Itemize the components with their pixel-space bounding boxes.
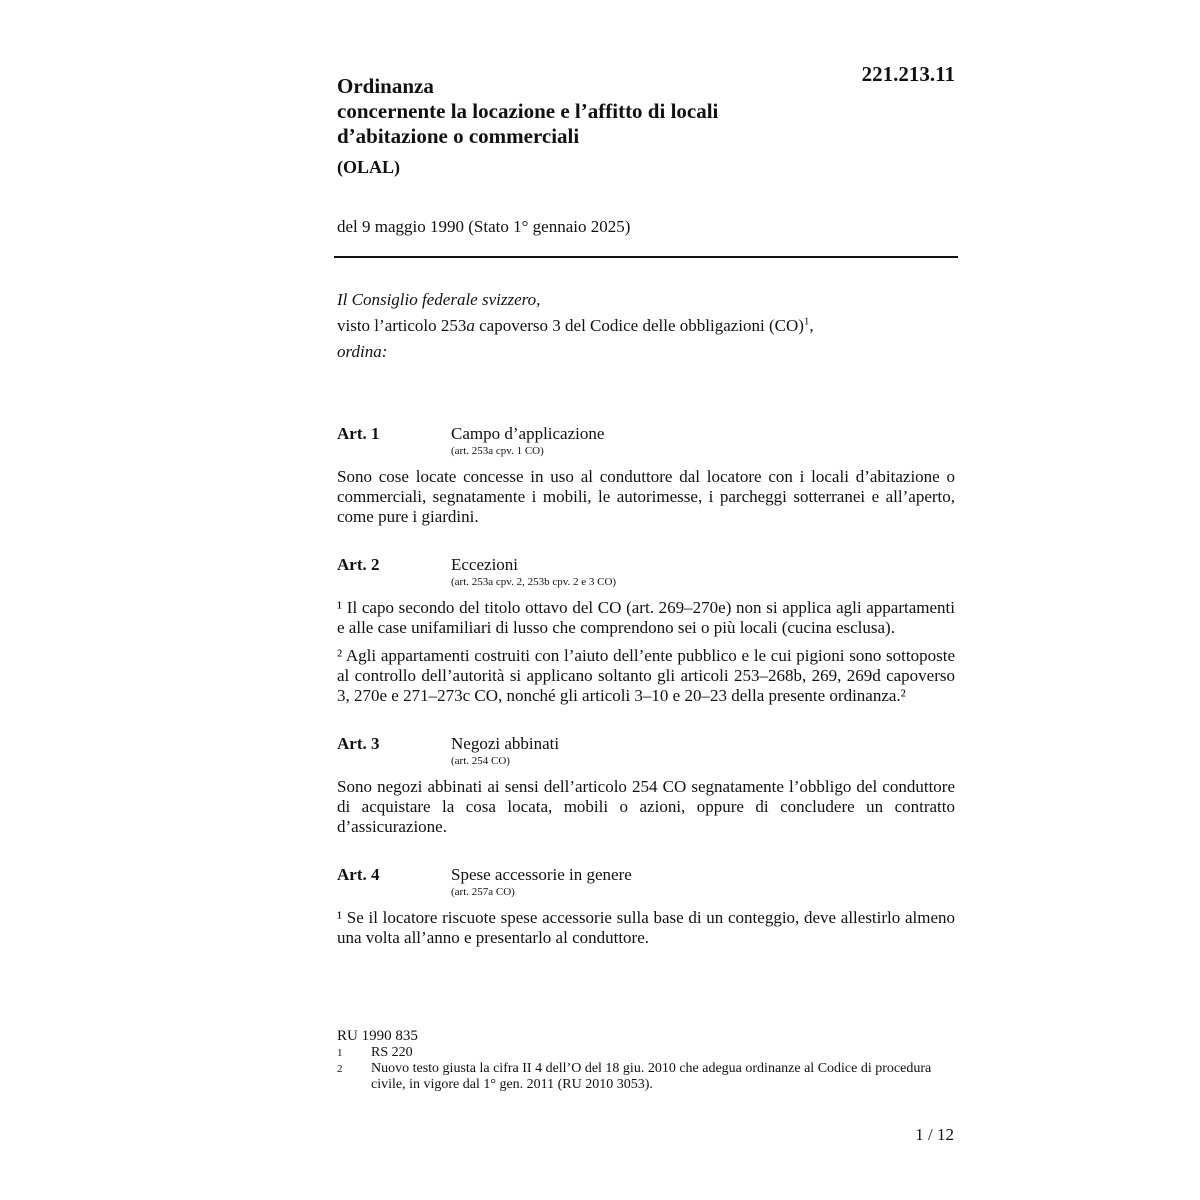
preamble [337,287,955,365]
article-title: Spese accessorie in genere [451,865,632,884]
footnote [337,1045,955,1061]
title-abbreviation: (OLAL) [337,157,400,177]
footnote-text: RS 220 [371,1045,413,1060]
ru-reference: RU 1990 835 [337,1028,418,1044]
footnote-number: 2 [337,1063,343,1075]
footnote [337,1061,955,1093]
article-paragraph: ¹ Se il locatore riscuote spese accessorie sulla base di un conteggio, deve allestirlo almeno una volta all’anno e presentarlo al conduttore. [337,908,955,947]
article [337,555,955,706]
page-number: 1 / 12 [915,1125,954,1144]
preamble-authority: Il Consiglio federale svizzero, [337,290,541,309]
article [337,424,955,527]
article-reference: (art. 254 CO) [451,755,510,767]
document-title [337,74,955,180]
article-reference: (art. 253a cpv. 2, 253b cpv. 2 e 3 CO) [451,576,617,588]
footnote-ref[interactable]: 1 [803,315,810,328]
preamble-visto [337,313,955,339]
preamble-text: , [809,316,814,335]
article-reference: (art. 257a CO) [451,886,515,898]
article-paragraph: ¹ Il capo secondo del titolo ottavo del CO (art. 269–270e) non si applica agli appartamenti e alle case unifamiliari di lusso che comprendono sei o più locali (cucina esclusa). [337,598,955,637]
article-title: Negozi abbinati [451,734,560,753]
article-paragraph: ² Agli appartamenti costruiti con l’aiuto dell’ente pubblico e le cui pigioni sono sottoposte al controllo dell’autorità si applicano soltanto gli articoli 253–268b, 269, 269d capoverso 3, 270e e 271–273c CO, nonché gli articoli 3–10 e 20–23 della presente ordinanza.² [337,646,955,705]
title-line: d’abitazione o commerciali [337,124,580,148]
sr-number: 221.213.11 [861,62,955,86]
article [337,865,955,948]
document-header [337,62,955,237]
article-number: Art. 1 [337,424,380,443]
article-heading [337,734,955,754]
preamble-text: visto l’articolo 253 [337,316,467,335]
article-number: Art. 2 [337,555,380,574]
article-number: Art. 3 [337,734,380,753]
article-heading [337,555,955,575]
articles-list [337,424,955,976]
header-divider [334,256,958,258]
preamble-text-italic: a [466,316,475,335]
article-number: Art. 4 [337,865,380,884]
footnote-text: Nuovo testo giusta la cifra II 4 dell’O del 18 giu. 2010 che adegua ordinanze al Codice di procedura civile, in vigore dal 1° gen. 2011 (RU 2010 3053). [371,1061,932,1092]
article-heading [337,865,955,885]
article-reference: (art. 253a cpv. 1 CO) [451,445,544,457]
preamble-text: capoverso 3 del Codice delle obbligazioni (CO) [474,316,804,335]
article-paragraph: Sono negozi abbinati ai sensi dell’articolo 254 CO segnatamente l’obbligo del conduttore di acquistare la cosa locata, mobili o azioni, oppure di concludere un contratto d’assicurazione. [337,777,955,836]
document-date: del 9 maggio 1990 (Stato 1° gennaio 2025) [337,217,631,236]
article-heading [337,424,955,444]
footnotes [337,1028,955,1093]
title-line: concernente la locazione e l’affitto di locali [337,99,719,123]
article-title: Eccezioni [451,555,519,574]
article-title: Campo d’applicazione [451,424,605,443]
footnote-number: 1 [337,1047,343,1059]
article [337,734,955,837]
footnote-list [337,1045,955,1093]
article-paragraph: Sono cose locate concesse in uso al conduttore dal locatore con i locali d’abitazione o commerciali, segnatamente i mobili, le autorimesse, i parcheggi sotterranei e all’aperto, come pure i giardini. [337,467,955,526]
title-line: Ordinanza [337,74,434,98]
preamble-ordina: ordina: [337,342,388,361]
